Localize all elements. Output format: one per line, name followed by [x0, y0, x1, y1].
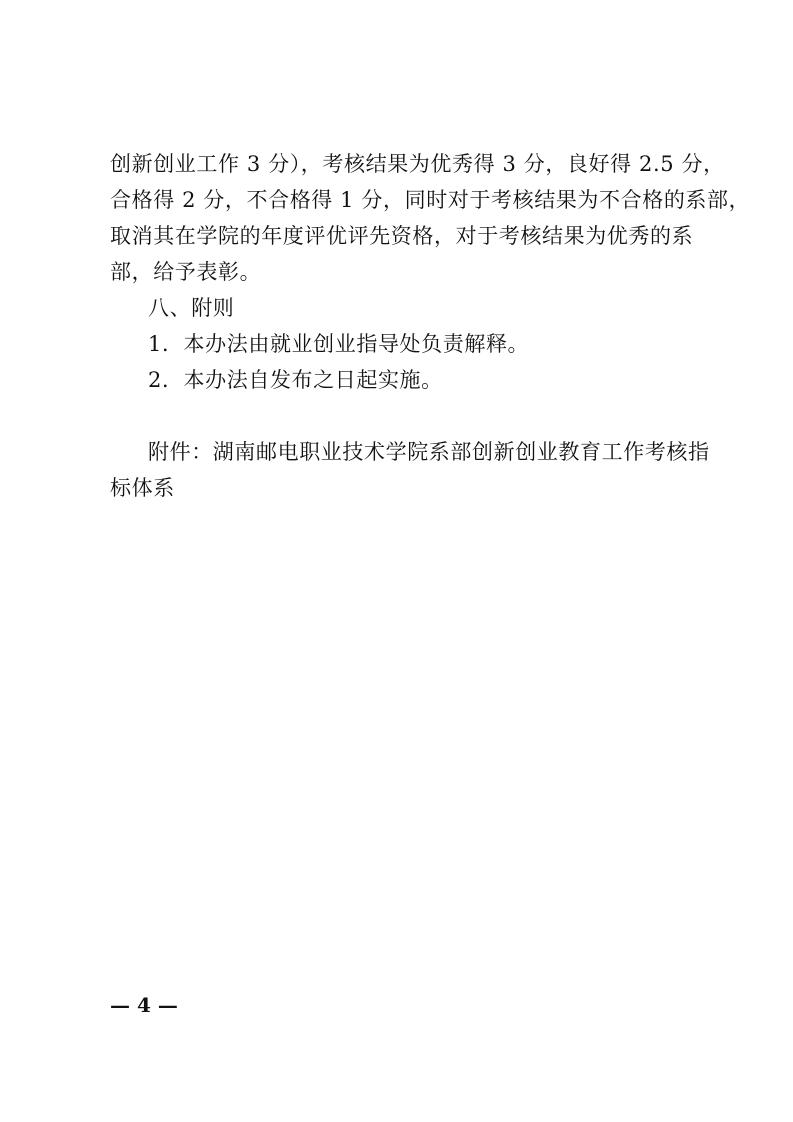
rule-item: 2．本办法自发布之日起实施。 [148, 368, 443, 392]
paragraph-line: 取消其在学院的年度评优评先资格，对于考核结果为优秀的系 [110, 224, 694, 248]
section-heading: 八、附则 [148, 296, 235, 320]
paragraph-line: 部，给予表彰。 [110, 260, 262, 284]
attachment-line: 附件：湖南邮电职业技术学院系部创新创业教育工作考核指 [148, 440, 710, 464]
page-number: — 4 — [110, 993, 178, 1017]
rule-item: 1．本办法由就业创业指导处负责解释。 [148, 332, 530, 356]
document-body [110, 146, 751, 506]
blank-line [110, 398, 710, 434]
paragraph-line: 创新创业工作 3 分），考核结果为优秀得 3 分，良好得 2.5 分， [110, 152, 725, 176]
paragraph-line: 合格得 2 分，不合格得 1 分，同时对于考核结果为不合格的系部， [110, 188, 751, 212]
attachment-line: 标体系 [110, 476, 175, 500]
